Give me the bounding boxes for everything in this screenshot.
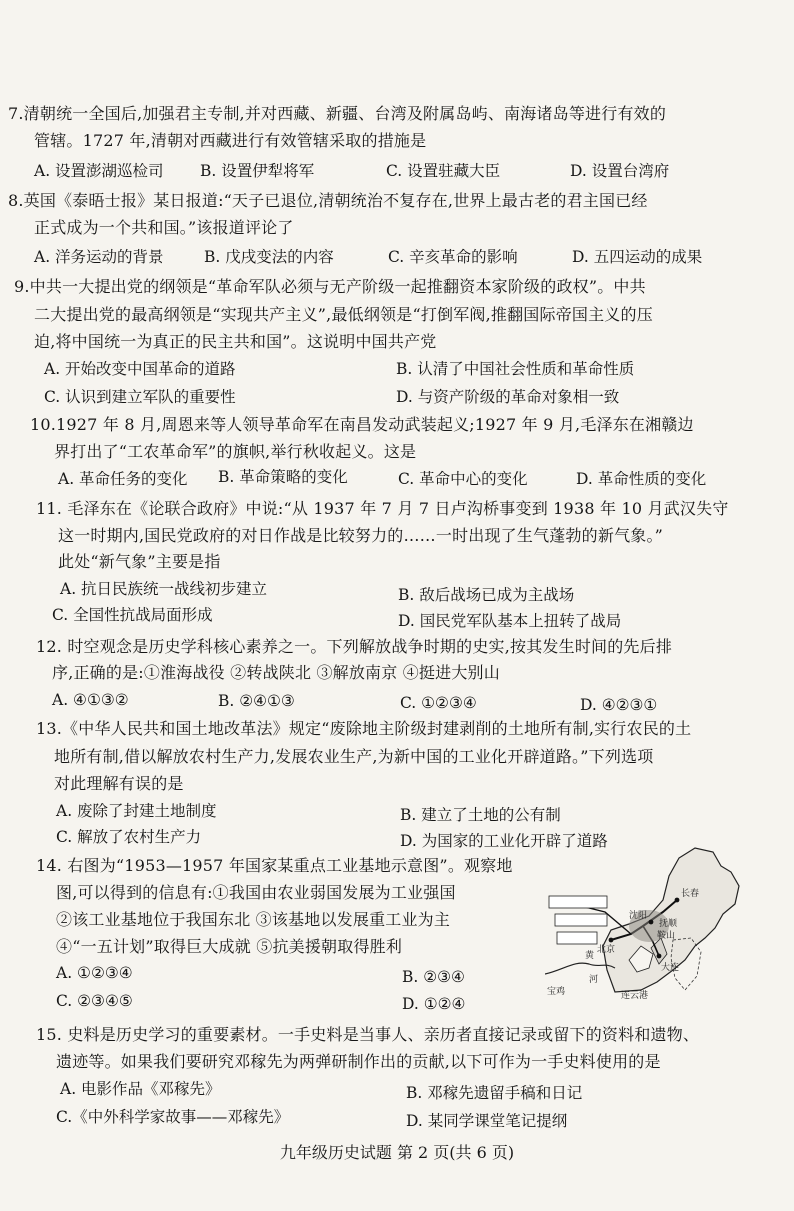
- q9-line-1: 9.中共一大提出党的纲领是“革命军队必须与无产阶级一起推翻资本家阶级的政权”。中共: [14, 277, 646, 296]
- q10-line-1: 10.1927 年 8 月,周恩来等人领导革命军在南昌发动武装起义;1927 年 9 月,毛泽东在湘赣边: [30, 415, 694, 434]
- q15-option-b: B. 邓稼先遗留手稿和日记: [406, 1084, 583, 1102]
- q11-option-a: A. 抗日民族统一战线初步建立: [60, 580, 268, 598]
- q12-option-a: A. ④①③②: [52, 691, 129, 709]
- map-svg: [545, 842, 745, 1002]
- q10-option-b: B. 革命策略的变化: [218, 468, 348, 486]
- q9-option-d: D. 与资产阶级的革命对象相一致: [396, 388, 620, 406]
- map-label-dalian: 大连: [661, 963, 680, 973]
- q9-line-2: 二大提出党的最高纲领是“实现共产主义”,最低纲领是“打倒军阀,推翻国际帝国主义的压: [34, 305, 653, 324]
- q8-line-2: 正式成为一个共和国。”该报道评论了: [34, 218, 294, 237]
- q15-line-2: 遗迹等。如果我们要研究邓稼先为两弹研制作出的贡献,以下可作为一手史料使用的是: [56, 1052, 661, 1071]
- map-yellow-river: [545, 963, 615, 974]
- q11-line-2: 这一时期内,国民党政府的对日作战是比较努力的……一时出现了生气蓬勃的新气象。”: [58, 526, 664, 545]
- q15-option-c: C.《中外科学家故事——邓稼先》: [56, 1108, 290, 1126]
- map-label-beijing: 北京: [597, 945, 616, 955]
- q7-option-b: B. 设置伊犁将军: [200, 162, 315, 180]
- map-route-box-2: [555, 914, 607, 926]
- map-label-changchun: 长春: [681, 889, 700, 899]
- q14-option-b: B. ②③④: [402, 968, 465, 986]
- q8-option-c: C. 辛亥革命的影响: [388, 248, 518, 266]
- q11-option-d: D. 国民党军队基本上扭转了战局: [398, 612, 622, 630]
- city-dot-beijing: [609, 938, 614, 943]
- q14-line-2: 图,可以得到的信息有:①我国由农业弱国发展为工业强国: [56, 883, 456, 902]
- q11-line-1: 11. 毛泽东在《论联合政府》中说:“从 1937 年 7 月 7 日卢沟桥事变到 1938 年 10 月武汉失守: [36, 499, 729, 518]
- map-label-baoji: 宝鸡: [547, 987, 566, 997]
- q7-option-c: C. 设置驻藏大臣: [386, 162, 501, 180]
- q12-line-1: 12. 时空观念是历史学科核心素养之一。下列解放战争时期的史实,按其发生时间的先后排: [36, 637, 673, 656]
- map-label-anshan: 鞍山: [657, 931, 676, 941]
- q13-option-c: C. 解放了农村生产力: [56, 828, 202, 846]
- q13-option-a: A. 废除了封建土地制度: [56, 802, 217, 820]
- q10-option-c: C. 革命中心的变化: [398, 470, 528, 488]
- q15-option-a: A. 电影作品《邓稼先》: [60, 1080, 221, 1098]
- q13-line-3: 对此理解有误的是: [54, 774, 184, 793]
- q14-line-4: ④“一五计划”取得巨大成就 ⑤抗美援朝取得胜利: [56, 937, 403, 956]
- map-route-box-1: [549, 896, 607, 908]
- q10-option-a: A. 革命任务的变化: [58, 470, 188, 488]
- q7-option-a: A. 设置澎湖巡检司: [34, 162, 164, 180]
- q13-option-d: D. 为国家的工业化开辟了道路: [400, 832, 608, 850]
- q12-option-b: B. ②④①③: [218, 692, 295, 710]
- q8-option-d: D. 五四运动的成果: [572, 248, 703, 266]
- q14-line-3: ②该工业基地位于我国东北 ③该基地以发展重工业为主: [56, 910, 451, 929]
- map-label-lianyungang: 连云港: [621, 991, 649, 1001]
- q7-line-2: 管辖。1727 年,清朝对西藏进行有效管辖采取的措施是: [34, 131, 427, 150]
- q11-line-3: 此处“新气象”主要是指: [58, 552, 221, 571]
- city-dot-changchun: [675, 898, 680, 903]
- q9-option-a: A. 开始改变中国革命的道路: [44, 360, 236, 378]
- q12-option-c: C. ①②③④: [400, 694, 477, 712]
- q8-option-b: B. 戊戌变法的内容: [204, 248, 334, 266]
- q8-line-1: 8.英国《泰晤士报》某日报道:“天子已退位,清朝统治不复存在,世界上最古老的君主国已经: [8, 191, 648, 210]
- map-label-shenyang: 沈阳: [629, 911, 648, 921]
- q13-option-b: B. 建立了土地的公有制: [400, 806, 561, 824]
- q12-option-d: D. ④②③①: [580, 696, 658, 714]
- map-label-he: 河: [589, 975, 599, 985]
- map-label-huang: 黄: [585, 951, 595, 961]
- q10-option-d: D. 革命性质的变化: [576, 470, 707, 488]
- page-footer: 九年级历史试题 第 2 页(共 6 页): [279, 1143, 515, 1162]
- q14-line-1: 14. 右图为“1953—1957 年国家某重点工业基地示意图”。观察地: [36, 856, 513, 875]
- q15-line-1: 15. 史料是历史学习的重要素材。一手史料是当事人、亲历者直接记录或留下的资料和遗物、: [36, 1025, 700, 1044]
- map-route-box-3: [557, 932, 597, 944]
- q14-option-d: D. ①②④: [402, 995, 466, 1013]
- city-dot-dalian: [657, 954, 662, 959]
- q12-line-2: 序,正确的是:①淮海战役 ②转战陕北 ③解放南京 ④挺进大别山: [52, 663, 500, 682]
- q9-option-c: C. 认识到建立军队的重要性: [44, 388, 236, 406]
- q10-line-2: 界打出了“工农革命军”的旗帜,举行秋收起义。这是: [54, 442, 417, 461]
- q11-option-c: C. 全国性抗战局面形成: [52, 606, 213, 624]
- q9-option-b: B. 认清了中国社会性质和革命性质: [396, 360, 635, 378]
- q14-option-c: C. ②③④⑤: [56, 992, 133, 1010]
- city-dot-shenyang: [649, 920, 654, 925]
- q7-line-1: 7.清朝统一全国后,加强君主专制,并对西藏、新疆、台湾及附属岛屿、南海诸岛等进行有效的: [8, 104, 667, 123]
- q9-line-3: 迫,将中国统一为真正的民主共和国”。这说明中国共产党: [34, 332, 437, 351]
- map-label-fushun: 抚顺: [659, 919, 678, 929]
- q13-line-1: 13.《中华人民共和国土地改革法》规定“废除地主阶级封建剥削的土地所有制,实行农民的土: [36, 719, 692, 738]
- q8-option-a: A. 洋务运动的背景: [34, 248, 164, 266]
- industrial-base-map: [545, 842, 745, 1002]
- q13-line-2: 地所有制,借以解放农村生产力,发展农业生产,为新中国的工业化开辟道路。”下列选项: [54, 747, 654, 766]
- q11-option-b: B. 敌后战场已成为主战场: [398, 586, 575, 604]
- q15-option-d: D. 某同学课堂笔记提纲: [406, 1112, 568, 1130]
- q14-option-a: A. ①②③④: [56, 964, 133, 982]
- q7-option-d: D. 设置台湾府: [570, 162, 670, 180]
